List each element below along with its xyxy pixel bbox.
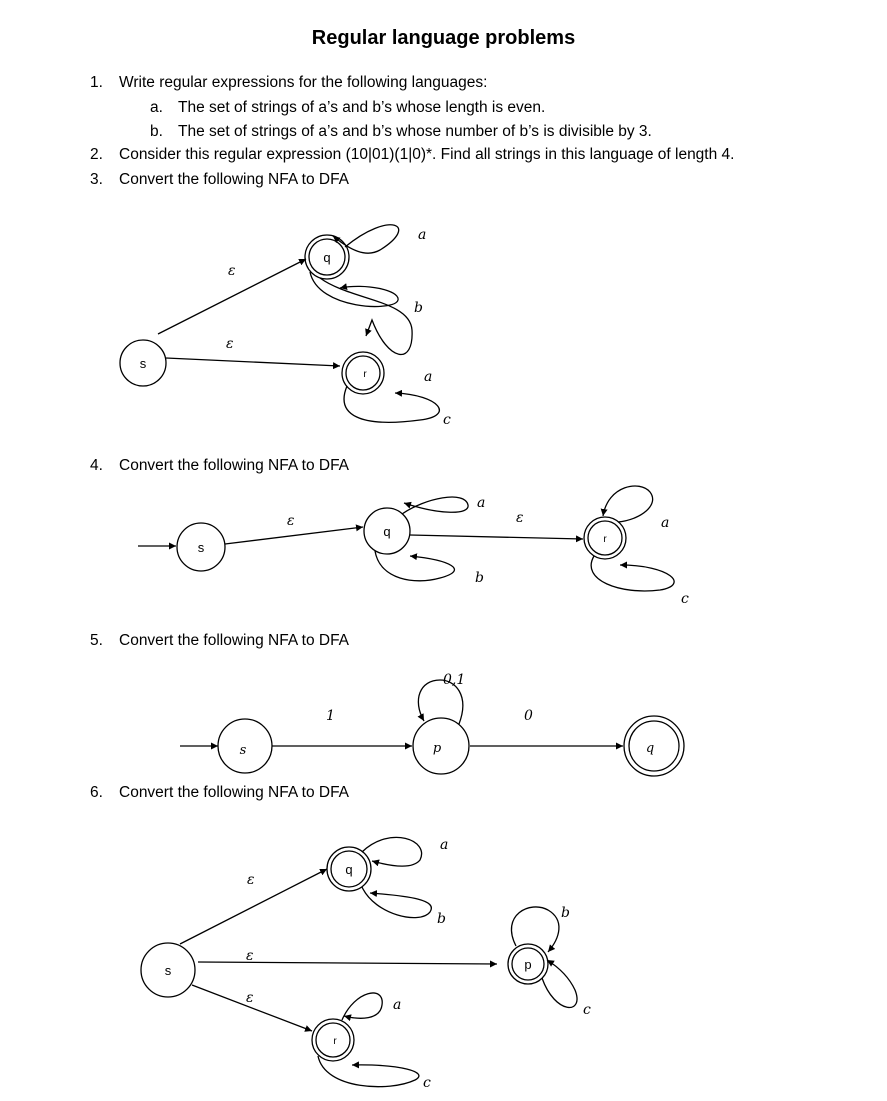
d4-loop-q-a [402, 497, 468, 514]
d6-loop-q-a [362, 837, 422, 866]
diagram-5-labels [240, 672, 655, 758]
d4-label-eps1: ε [287, 513, 295, 529]
d6-label-eps3: ε [246, 990, 254, 1006]
d4-label-c: c [681, 591, 689, 607]
diagram-3 [120, 225, 439, 423]
problem-3-text: Convert the following NFA to DFA [119, 171, 350, 188]
problem-2-text: Consider this regular expression (10|01)(1|0)*. Find all strings in this language of length 4. [119, 146, 735, 163]
problem-1a-text: The set of strings of a’s and b’s whose length is even. [178, 99, 546, 116]
problem-1b-number: b. [150, 123, 163, 140]
diagram-6-labels [165, 837, 591, 1091]
d6-loop-q-b [362, 887, 431, 918]
d4-label-a2: a [661, 515, 670, 531]
diagram-5 [180, 680, 684, 776]
d6-loop-r-a [342, 993, 382, 1020]
d5-label-zero: 0 [524, 708, 533, 724]
d4-state-r-label: r [603, 534, 607, 545]
d3-edge-s-r [166, 358, 340, 366]
d6-state-q-label: q [345, 862, 353, 877]
d5-state-p-label: p [432, 741, 442, 756]
d3-label-a2: a [424, 369, 433, 385]
problem-1-number: 1. [90, 74, 103, 91]
d4-label-eps2: ε [516, 510, 524, 526]
d3-label-eps1: ε [228, 263, 236, 279]
d4-loop-r-a [603, 486, 653, 522]
problem-1a-number: a. [150, 99, 163, 116]
d4-state-q-label: q [383, 524, 391, 539]
d3-label-c: c [443, 412, 451, 428]
d5-state-s-label: s [239, 743, 247, 758]
d3-label-b: b [414, 300, 423, 316]
d3-label-eps2: ε [226, 336, 234, 352]
d6-state-r-label: r [333, 1036, 337, 1047]
problem-6-number: 6. [90, 784, 103, 801]
d4-edge-s-q [225, 527, 363, 544]
d6-label-c1: c [583, 1002, 591, 1018]
d6-label-b2: b [561, 905, 570, 921]
d6-label-c2: c [423, 1075, 431, 1091]
d4-label-a1: a [477, 495, 486, 511]
d6-label-eps2: ε [246, 948, 254, 964]
problem-4-text: Convert the following NFA to DFA [119, 457, 350, 474]
d3-state-s-label: s [139, 356, 147, 371]
d4-label-b: b [475, 570, 484, 586]
d5-label-loop: 0,1 [443, 672, 466, 688]
problem-2-number: 2. [90, 146, 103, 163]
d5-label-one: 1 [326, 708, 335, 724]
d3-loop-r [344, 386, 439, 422]
d4-loop-r-c [591, 556, 674, 591]
diagram-6 [141, 837, 577, 1086]
problem-4-number: 4. [90, 457, 103, 474]
diagram-4 [138, 486, 674, 591]
d4-edge-q-r [410, 535, 583, 539]
page-title: Regular language problems [311, 27, 576, 49]
d3-state-q-label: q [323, 250, 331, 265]
d6-label-a2: a [393, 997, 402, 1013]
d6-label-a1: a [440, 837, 449, 853]
d6-state-p-label: p [524, 957, 532, 972]
d6-label-b1: b [437, 911, 446, 927]
problem-3-number: 3. [90, 171, 103, 188]
d4-state-s-label: s [197, 540, 205, 555]
problem-5-text: Convert the following NFA to DFA [119, 632, 350, 649]
d6-state-s-label: s [164, 963, 172, 978]
d3-state-r-label: r [363, 369, 367, 380]
d4-loop-q-b [375, 551, 454, 581]
problem-5-number: 5. [90, 632, 103, 649]
d3-edge-q-r-b [320, 278, 412, 354]
d3-edge-q-b [310, 272, 398, 307]
problem-1b-text: The set of strings of a’s and b’s whose number of b’s is divisible by 3. [178, 123, 652, 140]
d6-label-eps1: ε [247, 872, 255, 888]
diagram-3-labels [140, 227, 451, 428]
problem-6-text: Convert the following NFA to DFA [119, 784, 350, 801]
d6-edge-s-p [198, 962, 497, 964]
d3-label-a1: a [418, 227, 427, 243]
d5-state-q-label: q [645, 741, 655, 756]
problem-1-text: Write regular expressions for the following languages: [119, 74, 488, 91]
